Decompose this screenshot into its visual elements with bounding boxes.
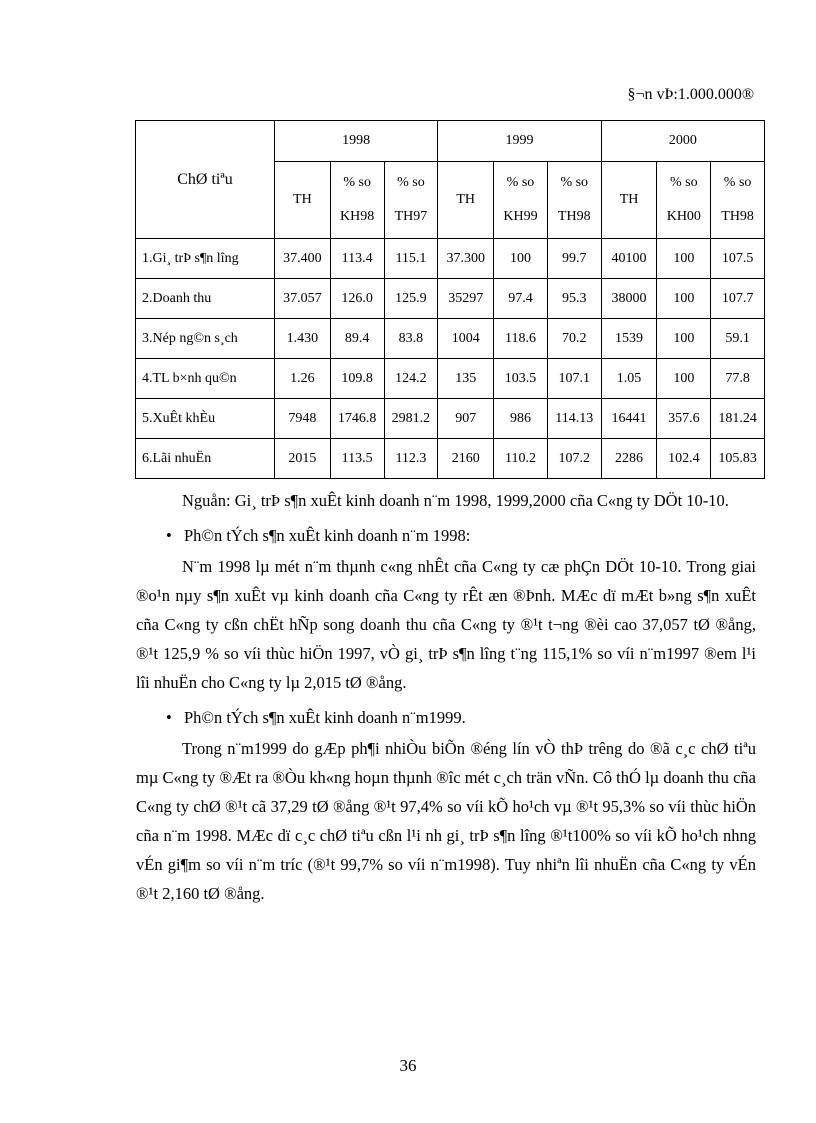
table-cell: 1746.8: [330, 399, 384, 439]
row-label: 1.Gi¸ trÞ s¶n lîng: [136, 239, 275, 279]
table-cell: 100: [657, 239, 711, 279]
page-number: 36: [399, 1056, 417, 1075]
table-cell: 118.6: [494, 319, 548, 359]
subheader-cell: % so TH97: [384, 162, 438, 239]
bullet-item: [136, 521, 756, 550]
table-cell: 37.300: [438, 239, 494, 279]
table-cell: 1539: [601, 319, 657, 359]
subheader-cell: % so KH99: [494, 162, 548, 239]
row-label: 4.TL b×nh qu©n: [136, 359, 275, 399]
table-cell: 103.5: [494, 359, 548, 399]
table-cell: 59.1: [711, 319, 765, 359]
table-cell: 100: [657, 359, 711, 399]
table-row: [136, 359, 765, 399]
subheader-cell: TH: [438, 162, 494, 239]
table-cell: 115.1: [384, 239, 438, 279]
table-cell: 2160: [438, 439, 494, 479]
table-row: [136, 319, 765, 359]
table-cell: 70.2: [547, 319, 601, 359]
table-cell: 357.6: [657, 399, 711, 439]
year-header: 1999: [438, 121, 601, 162]
table-cell: 181.24: [711, 399, 765, 439]
table-cell: 907: [438, 399, 494, 439]
table-cell: 2015: [274, 439, 330, 479]
table-cell: 95.3: [547, 279, 601, 319]
subheader-cell: TH: [601, 162, 657, 239]
table-cell: 83.8: [384, 319, 438, 359]
row-label: 2.Doanh thu: [136, 279, 275, 319]
body-text: [136, 486, 756, 908]
table-cell: 114.13: [547, 399, 601, 439]
bullet-item: [136, 703, 756, 732]
bullet-icon: •: [166, 708, 172, 727]
table-cell: 16441: [601, 399, 657, 439]
table-cell: 1.430: [274, 319, 330, 359]
year-header: 2000: [601, 121, 764, 162]
row-label: 5.XuÊt khÈu: [136, 399, 275, 439]
source-note: Nguån: Gi¸ trÞ s¶n xuÊt kinh doanh n¨m 1998, 1999,2000 cña C«ng ty DÖt 10-10.: [182, 491, 729, 510]
table-cell: 107.5: [711, 239, 765, 279]
row-label: 3.Nép ng©n s¸ch: [136, 319, 275, 359]
subheader-cell: % so KH00: [657, 162, 711, 239]
row-label: 6.Lãi nhuËn: [136, 439, 275, 479]
table-cell: 40100: [601, 239, 657, 279]
table-cell: 1004: [438, 319, 494, 359]
table-cell: 89.4: [330, 319, 384, 359]
subheader-cell: % so TH98: [547, 162, 601, 239]
table-cell: 109.8: [330, 359, 384, 399]
table-cell: 105.83: [711, 439, 765, 479]
table-cell: 38000: [601, 279, 657, 319]
unit-note: §¬n vÞ:1.000.000®: [627, 86, 754, 103]
table-cell: 113.4: [330, 239, 384, 279]
table-cell: 112.3: [384, 439, 438, 479]
subheader-cell: TH: [274, 162, 330, 239]
table-row: [136, 279, 765, 319]
table-body: [136, 239, 765, 479]
bullet-icon: •: [166, 526, 172, 545]
paragraph: N¨m 1998 lµ mét n¨m thµnh c«ng nhÊt cña C«ng ty cæ phÇn DÖt 10-10. Trong giai ®o¹n nµy s¶n xuÊt vµ kinh doanh cña C«ng ty rÊt æn ®Þnh. MÆc dï mÆt b»ng s¶n xuÊt cña C«ng ty cßn chËt hÑp song doanh thu cña C«ng ty ®¹t t¬ng ®èi cao 37,057 tØ ®ång, ®¹t 125,9 % so víi thùc hiÖn 1997, vÒ gi¸ trÞ s¶n lîng t¨ng 115,1% so víi n¨m1997 ®em l¹i lîi nhuËn cho C«ng ty lµ 2,015 tØ ®ång.: [136, 557, 756, 692]
table-cell: 77.8: [711, 359, 765, 399]
table-cell: 1.26: [274, 359, 330, 399]
table-cell: 135: [438, 359, 494, 399]
table-cell: 99.7: [547, 239, 601, 279]
table-cell: 2981.2: [384, 399, 438, 439]
table-cell: 107.1: [547, 359, 601, 399]
subheader-cell: % so KH98: [330, 162, 384, 239]
table-cell: 986: [494, 399, 548, 439]
table-cell: 2286: [601, 439, 657, 479]
bullet-text: Ph©n tÝch s¶n xuÊt kinh doanh n¨m1999.: [184, 708, 466, 727]
bullet-text: Ph©n tÝch s¶n xuÊt kinh doanh n¨m 1998:: [184, 526, 471, 545]
table-cell: 7948: [274, 399, 330, 439]
table-cell: 107.2: [547, 439, 601, 479]
table-cell: 107.7: [711, 279, 765, 319]
table-cell: 113.5: [330, 439, 384, 479]
table-cell: 1.05: [601, 359, 657, 399]
table-cell: 100: [657, 279, 711, 319]
table-cell: 100: [657, 319, 711, 359]
table-row: [136, 439, 765, 479]
table-row: [136, 239, 765, 279]
table-cell: 126.0: [330, 279, 384, 319]
table-cell: 100: [494, 239, 548, 279]
year-header: 1998: [274, 121, 437, 162]
table-cell: 125.9: [384, 279, 438, 319]
table-cell: 97.4: [494, 279, 548, 319]
table-header-label: ChØ tiªu: [136, 121, 275, 239]
table-row: [136, 399, 765, 439]
table-cell: 35297: [438, 279, 494, 319]
table-cell: 37.400: [274, 239, 330, 279]
subheader-cell: % so TH98: [711, 162, 765, 239]
table-cell: 37.057: [274, 279, 330, 319]
indicator-table: [135, 120, 765, 479]
table-cell: 110.2: [494, 439, 548, 479]
table-cell: 102.4: [657, 439, 711, 479]
table-cell: 124.2: [384, 359, 438, 399]
paragraph: Trong n¨m1999 do gÆp ph¶i nhiÒu biÕn ®éng lín vÒ thÞ trêng do ®ã c¸c chØ tiªu mµ C«ng ty ®Æt ra ®Òu kh«ng hoµn thµnh ®îc mét c¸ch trän vÑn. Cô thÓ lµ doanh thu cña C«ng ty chØ ®¹t cã 37,29 tØ ®ång ®¹t 97,4% so víi kÕ ho¹ch vµ ®¹t 95,3% so víi thùc hiÖn cña n¨m 1998. MÆc dï c¸c chØ tiªu cßn l¹i nh gi¸ trÞ s¶n lîng ®¹t100% so víi kÕ ho¹ch nhng vÉn gi¶m so víi n¨m tríc (®¹t 99,7% so víi n¨m1998). Tuy nhiªn lîi nhuËn cña C«ng ty vÉn ®¹t 2,160 tØ ®ång.: [136, 739, 756, 903]
